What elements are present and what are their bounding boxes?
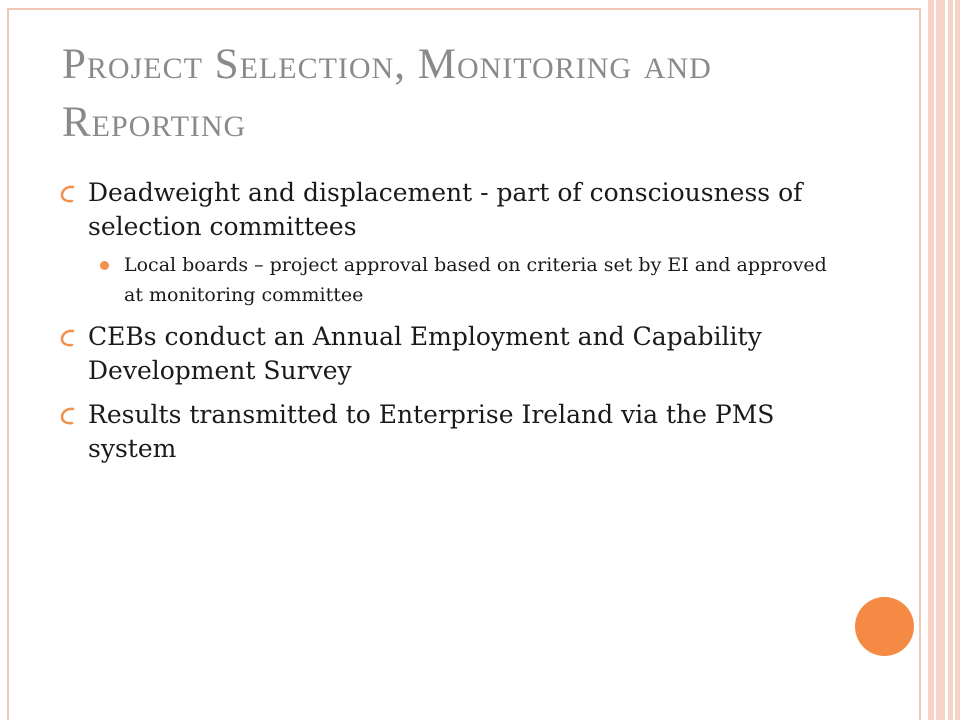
stripe-line: [953, 0, 955, 720]
bullet-item: [60, 320, 850, 388]
bullet-item: [60, 398, 850, 466]
bullet-list: [60, 176, 850, 476]
frame-left-line: [7, 8, 9, 720]
slide-title: Project Selection, Monitoring and Reporting: [62, 41, 712, 146]
sub-bullet-item: [88, 250, 850, 310]
frame-right-line: [919, 8, 921, 720]
stripe-line: [945, 0, 948, 720]
open-arc-bullet-icon: [60, 406, 76, 426]
open-arc-bullet-icon: [60, 184, 76, 204]
sub-bullet-list: [88, 250, 850, 310]
dot-bullet-icon: [100, 261, 109, 270]
bullet-text: Results transmitted to Enterprise Ireland via the PMS system: [88, 400, 775, 463]
bullet-text: CEBs conduct an Annual Employment and Capability Development Survey: [88, 322, 762, 385]
bullet-text: Deadweight and displacement - part of consciousness of selection committees: [88, 178, 803, 241]
open-arc-bullet-icon: [60, 328, 76, 348]
orange-circle-decoration: [855, 597, 914, 656]
stripe-line: [934, 0, 936, 720]
frame-top-line: [7, 8, 921, 10]
right-stripe-band: [928, 0, 960, 720]
sub-bullet-text: Local boards – project approval based on criteria set by EI and approved at monitoring committee: [124, 254, 827, 306]
bullet-item: [60, 176, 850, 310]
